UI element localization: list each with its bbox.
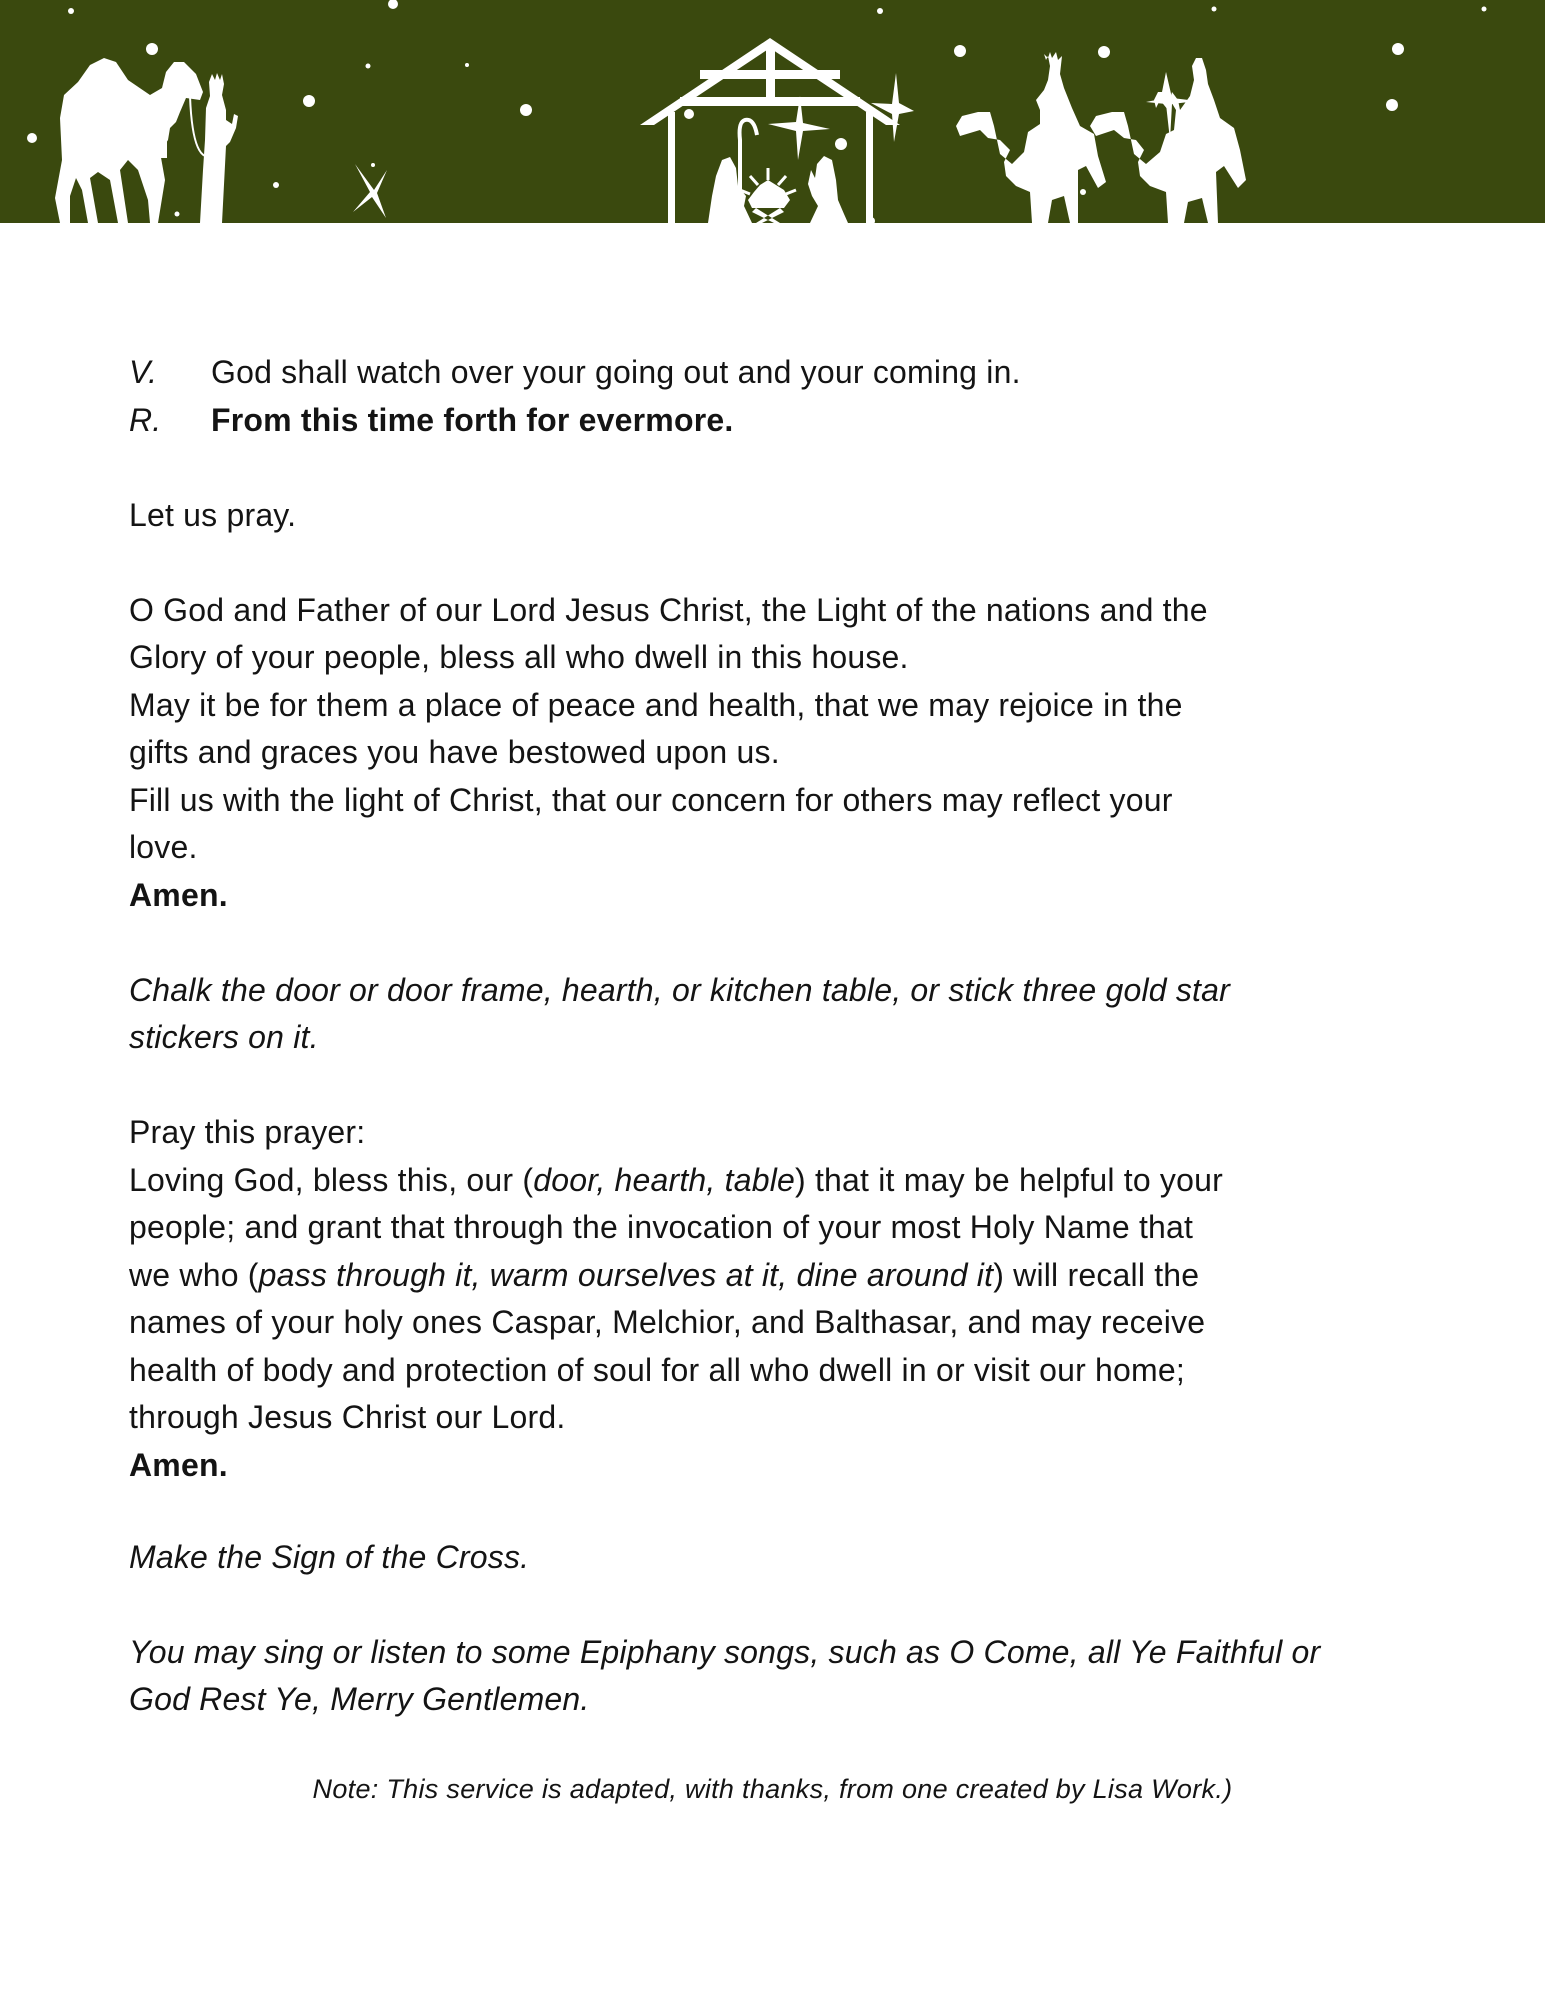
- prayer2-line: [129, 1255, 1199, 1295]
- lantern-icon: [159, 140, 167, 158]
- prayer2-line1-a: Loving God, bless this, our (: [129, 1162, 534, 1198]
- prayer1-line: gifts and graces you have bestowed upon us.: [129, 734, 780, 770]
- songs-instruction-line: God Rest Ye, Merry Gentlemen.: [129, 1681, 590, 1717]
- sign-of-cross-instruction: Make the Sign of the Cross.: [129, 1539, 530, 1575]
- response-label: R.: [129, 402, 162, 438]
- prayer1-amen: Amen.: [129, 877, 228, 913]
- prayer2-line3-a: we who (: [129, 1257, 259, 1293]
- versicle-text: God shall watch over your going out and your coming in.: [211, 354, 1021, 390]
- nativity-banner: [0, 0, 1545, 223]
- prayer1-line: Glory of your people, bless all who dwell in this house.: [129, 639, 909, 675]
- chalk-instruction-line: stickers on it.: [129, 1019, 319, 1055]
- prayer2-intro: Pray this prayer:: [129, 1114, 366, 1150]
- adaptation-note: Note: This service is adapted, with thanks, from one created by Lisa Work.): [312, 1774, 1233, 1804]
- prayer2-line: through Jesus Christ our Lord.: [129, 1399, 566, 1435]
- prayer2-amen: Amen.: [129, 1447, 228, 1483]
- response-text: From this time forth for evermore.: [211, 402, 734, 438]
- prayer2-line: people; and grant that through the invocation of your most Holy Name that: [129, 1209, 1194, 1245]
- prayer1-line: Fill us with the light of Christ, that our concern for others may reflect your: [129, 782, 1173, 818]
- prayer2-line3-italic: pass through it, warm ourselves at it, dine around it: [258, 1257, 994, 1293]
- prayer2-line: [129, 1160, 1223, 1200]
- versicle-label: V.: [129, 354, 158, 390]
- prayer1-line: O God and Father of our Lord Jesus Christ, the Light of the nations and the: [129, 592, 1208, 628]
- prayer2-line3-c: ) will recall the: [993, 1257, 1200, 1293]
- prayer2-line1-c: ) that it may be helpful to your: [795, 1162, 1223, 1198]
- prayer2-line: names of your holy ones Caspar, Melchior, and Balthasar, and may receive: [129, 1304, 1206, 1340]
- prayer1-line: May it be for them a place of peace and health, that we may rejoice in the: [129, 687, 1183, 723]
- prayer1-line: love.: [129, 829, 198, 865]
- prayer2-line1-italic: door, hearth, table: [533, 1162, 796, 1198]
- let-us-pray: Let us pray.: [129, 497, 297, 533]
- prayer2-line: health of body and protection of soul for all who dwell in or visit our home;: [129, 1352, 1185, 1388]
- songs-instruction-line: You may sing or listen to some Epiphany songs, such as O Come, all Ye Faithful or: [129, 1634, 1321, 1670]
- chalk-instruction-line: Chalk the door or door frame, hearth, or kitchen table, or stick three gold star: [129, 972, 1230, 1008]
